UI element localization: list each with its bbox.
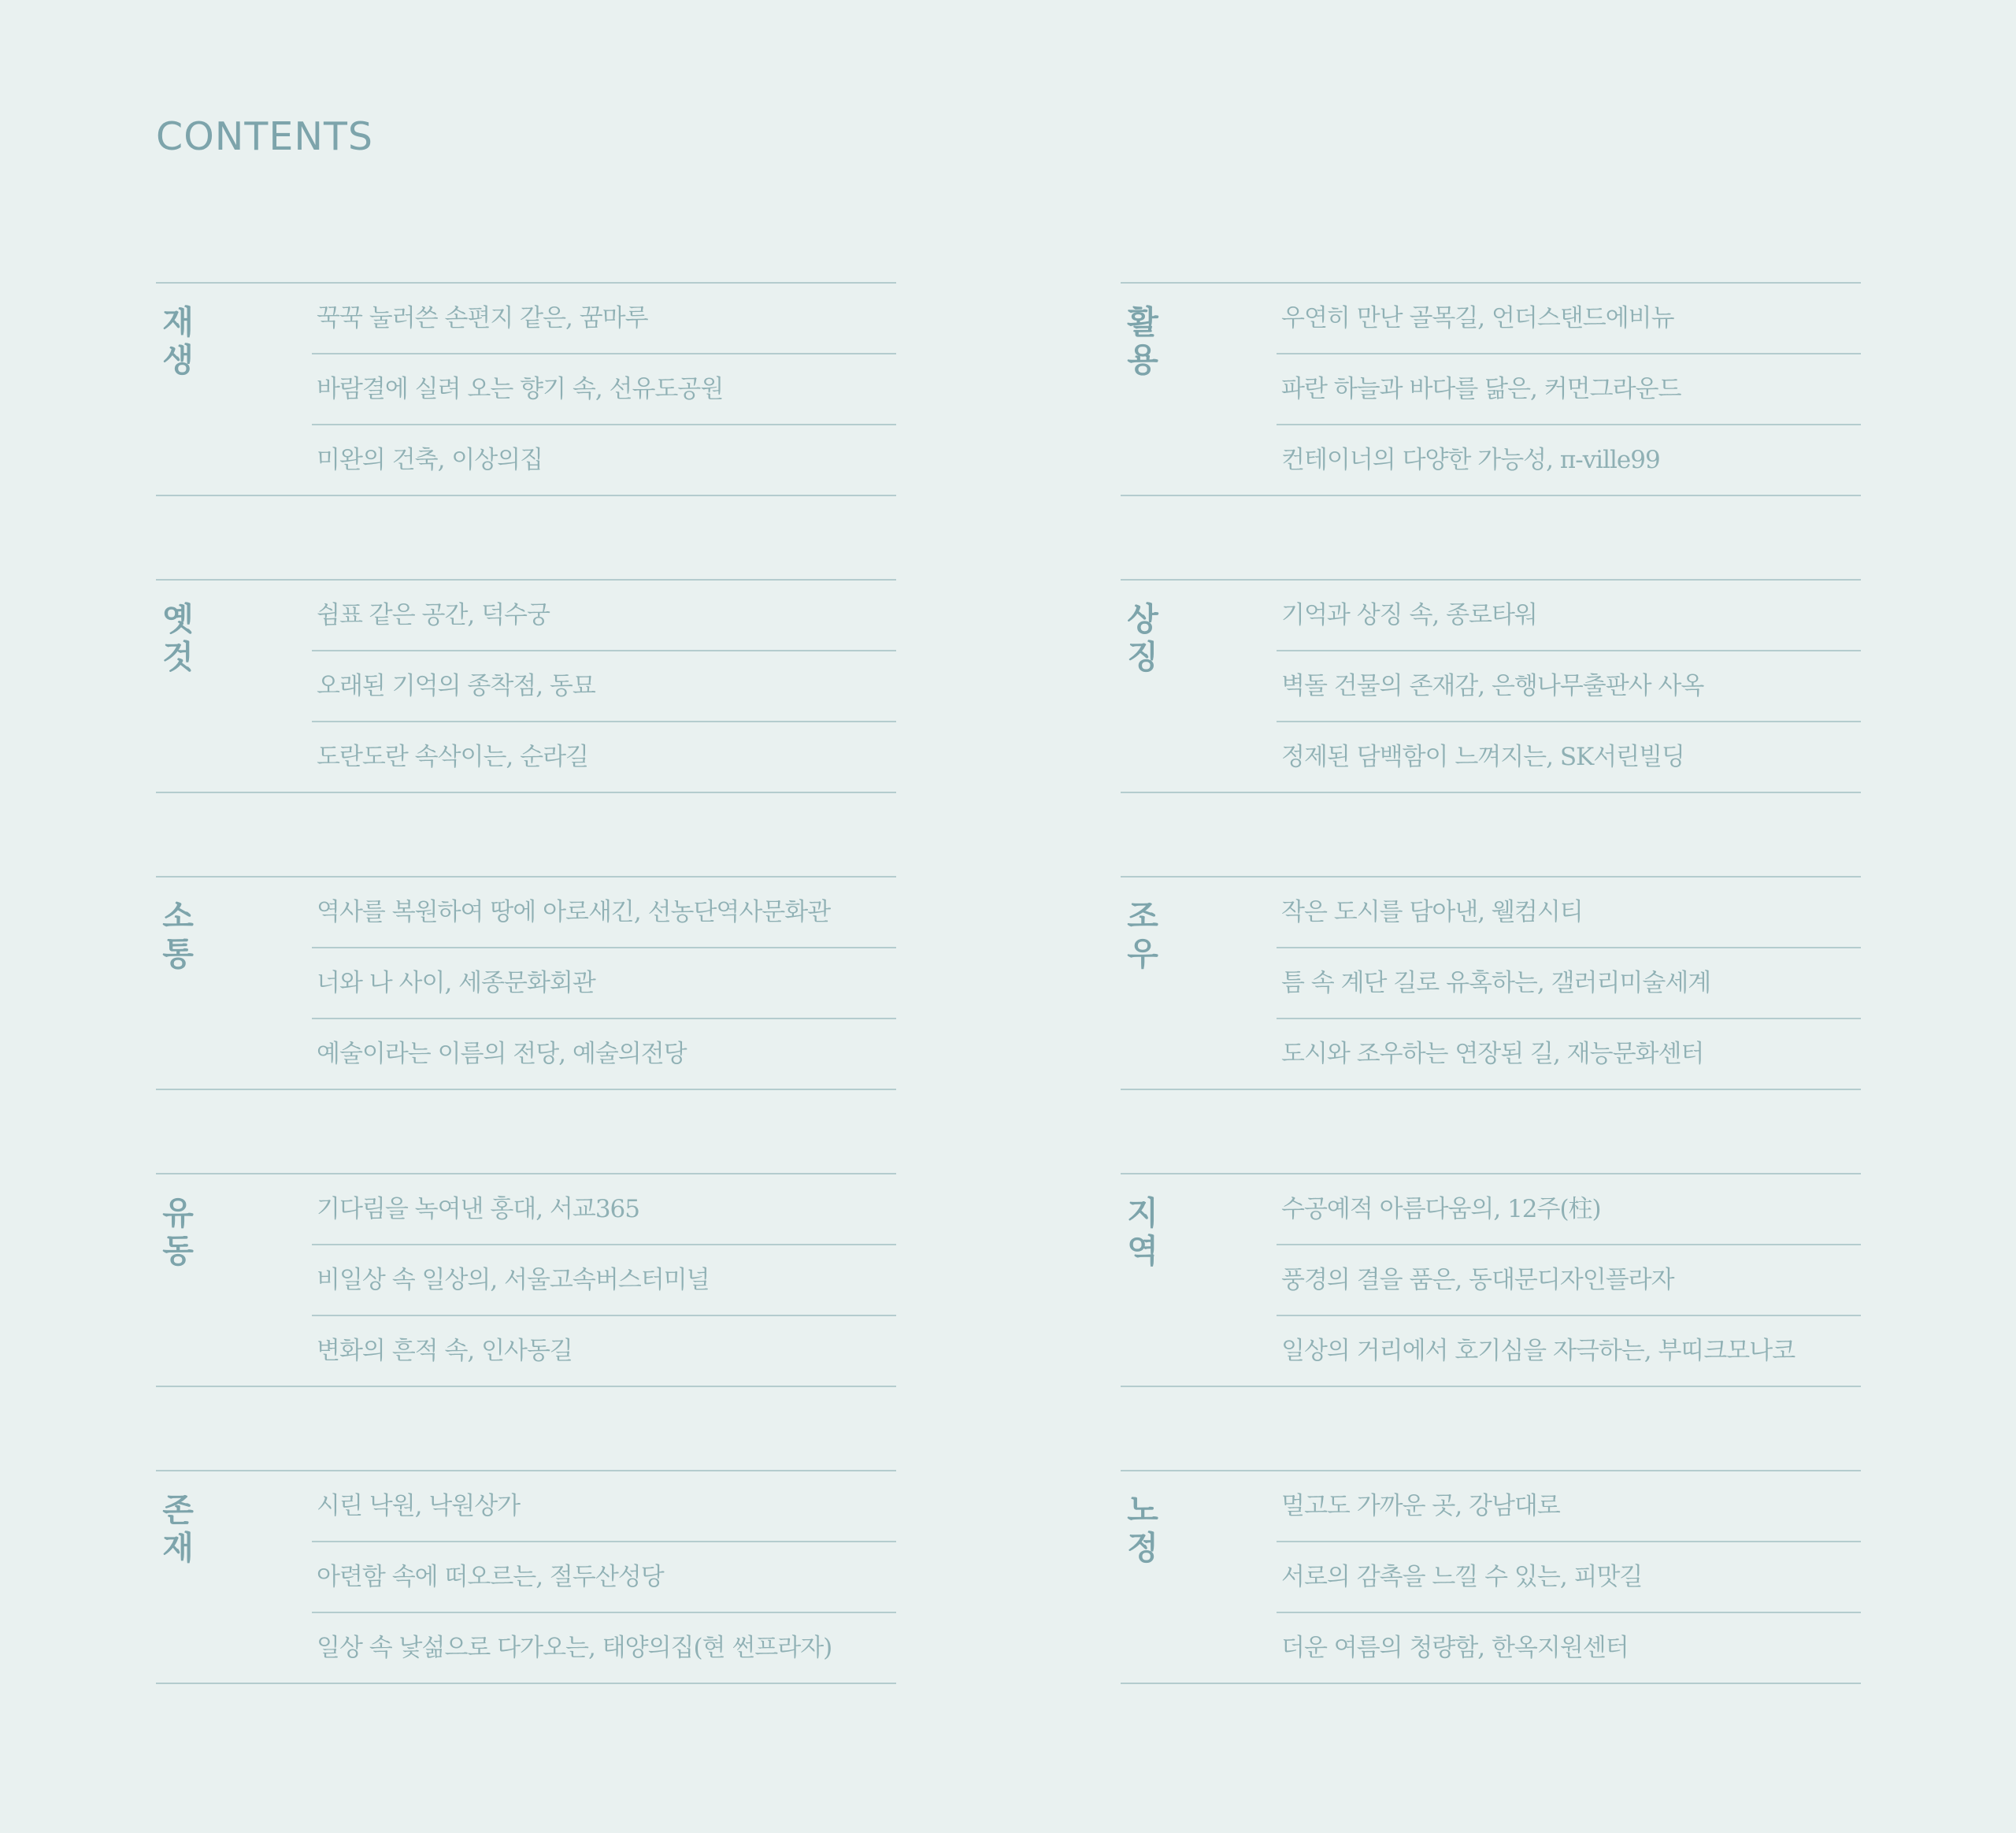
toc-entry[interactable]: 변화의 흔적 속, 인사동길 bbox=[317, 1337, 573, 1365]
toc-entry[interactable]: 수공예적 아름다움의, 12주(柱) bbox=[1277, 1174, 1861, 1245]
toc-section bbox=[1121, 1470, 1861, 1684]
toc-entry[interactable]: 풍경의 결을 품은, 동대문디자인플라자 bbox=[1277, 1245, 1861, 1316]
toc-entry[interactable]: 컨테이너의 다양한 가능성, π-ville99 bbox=[1281, 446, 1660, 474]
section-title: 노정 bbox=[1127, 1491, 1158, 1567]
section-title: 조우 bbox=[1127, 897, 1158, 973]
toc-section bbox=[1121, 282, 1861, 496]
entry-list bbox=[1277, 1471, 1861, 1683]
toc-section bbox=[1121, 579, 1861, 793]
entry-list bbox=[312, 1174, 896, 1386]
toc-entry[interactable]: 멀고도 가까운 곳, 강남대로 bbox=[1277, 1471, 1861, 1542]
toc-entry[interactable]: 쉼표 같은 공간, 덕수궁 bbox=[312, 581, 896, 651]
toc-section bbox=[1121, 876, 1861, 1090]
toc-entry[interactable]: 일상 속 낯섦으로 다가오는, 태양의집(현 썬프라자) bbox=[317, 1634, 832, 1662]
toc-section bbox=[156, 579, 896, 793]
toc-entry[interactable]: 작은 도시를 담아낸, 웰컴시티 bbox=[1277, 878, 1861, 948]
toc-entry[interactable]: 기다림을 녹여낸 홍대, 서교365 bbox=[312, 1174, 896, 1245]
section-title: 지역 bbox=[1127, 1194, 1158, 1270]
toc-entry[interactable]: 미완의 건축, 이상의집 bbox=[317, 446, 543, 474]
toc-entry[interactable]: 비일상 속 일상의, 서울고속버스터미널 bbox=[312, 1245, 896, 1316]
toc-entry[interactable]: 예술이라는 이름의 전당, 예술의전당 bbox=[317, 1040, 687, 1068]
toc-entry[interactable]: 벽돌 건물의 존재감, 은행나무출판사 사옥 bbox=[1277, 651, 1861, 722]
entry-list bbox=[1277, 878, 1861, 1089]
entry-list bbox=[1277, 1174, 1861, 1386]
toc-section bbox=[156, 1173, 896, 1387]
section-title: 활용 bbox=[1127, 303, 1158, 379]
toc-entry[interactable]: 도시와 조우하는 연장된 길, 재능문화센터 bbox=[1281, 1040, 1704, 1068]
toc-entry[interactable]: 더운 여름의 청량함, 한옥지원센터 bbox=[1281, 1634, 1629, 1662]
toc-section bbox=[1121, 1173, 1861, 1387]
toc-entry[interactable]: 시린 낙원, 낙원상가 bbox=[312, 1471, 896, 1542]
toc-entry[interactable]: 서로의 감촉을 느낄 수 있는, 피맛길 bbox=[1277, 1542, 1861, 1613]
entry-list bbox=[1277, 581, 1861, 792]
toc-entry[interactable]: 일상의 거리에서 호기심을 자극하는, 부띠크모나코 bbox=[1281, 1337, 1796, 1365]
section-title: 존재 bbox=[162, 1491, 194, 1567]
section-title: 재생 bbox=[162, 303, 194, 379]
entry-list bbox=[312, 284, 896, 495]
toc-entry[interactable]: 틈 속 계단 길로 유혹하는, 갤러리미술세계 bbox=[1277, 948, 1861, 1019]
toc-entry[interactable]: 파란 하늘과 바다를 닮은, 커먼그라운드 bbox=[1277, 354, 1861, 425]
toc-entry[interactable]: 아련함 속에 떠오르는, 절두산성당 bbox=[312, 1542, 896, 1613]
section-title: 소통 bbox=[162, 897, 194, 973]
section-title: 상징 bbox=[1127, 600, 1158, 676]
toc-entry[interactable]: 우연히 만난 골목길, 언더스탠드에비뉴 bbox=[1277, 284, 1861, 354]
entry-list bbox=[312, 581, 896, 792]
section-title: 유동 bbox=[162, 1194, 194, 1270]
toc-entry[interactable]: 정제된 담백함이 느껴지는, SK서린빌딩 bbox=[1281, 743, 1685, 771]
toc-entry[interactable]: 꾹꾹 눌러쓴 손편지 같은, 꿈마루 bbox=[312, 284, 896, 354]
entry-list bbox=[312, 878, 896, 1089]
toc-section bbox=[156, 1470, 896, 1684]
page-title: CONTENTS bbox=[156, 114, 374, 159]
toc-entry[interactable]: 오래된 기억의 종착점, 동묘 bbox=[312, 651, 896, 722]
toc-entry[interactable]: 도란도란 속삭이는, 순라길 bbox=[317, 743, 588, 771]
entry-list bbox=[1277, 284, 1861, 495]
toc-entry[interactable]: 기억과 상징 속, 종로타워 bbox=[1277, 581, 1861, 651]
toc-section bbox=[156, 876, 896, 1090]
toc-entry[interactable]: 바람결에 실려 오는 향기 속, 선유도공원 bbox=[312, 354, 896, 425]
toc-entry[interactable]: 역사를 복원하여 땅에 아로새긴, 선농단역사문화관 bbox=[312, 878, 896, 948]
section-title: 옛것 bbox=[162, 600, 194, 676]
toc-section bbox=[156, 282, 896, 496]
entry-list bbox=[312, 1471, 896, 1683]
toc-entry[interactable]: 너와 나 사이, 세종문화회관 bbox=[312, 948, 896, 1019]
